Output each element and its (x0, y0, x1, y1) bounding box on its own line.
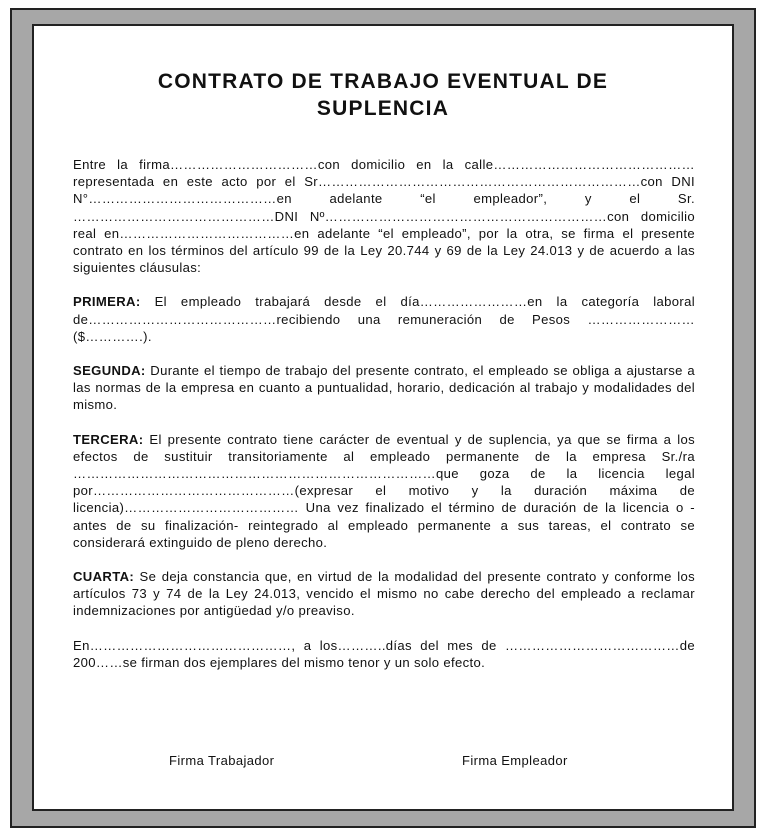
clause-text: Se deja constancia que, en virtud de la modalidad del presente contrato y conforme los artículos 73 y 74 de la Ley 24.013, vencido el mismo no cabe derecho del empleado a reclamar indemnizaciones por antigüedad y/o preaviso. (73, 569, 695, 619)
clause-heading: PRIMERA: (73, 294, 141, 310)
document-frame (10, 8, 756, 828)
signature-employer-label: Firma Empleador (462, 753, 568, 768)
clause-text: El presente contrato tiene carácter de eventual y de suplencia, ya que se firma a los efectos de sustituir transitoriamente al empleado permanente de la empresa Sr./ra ………………………………………………………………………que goza de la licencia legal por………………………………………(expresar el motivo y la duración máxima de licencia)………………………………… Una vez finalizado el término de duración de la licencia o -antes de su finalización- reintegrado al empleado permanente a sus tareas, el contrato se considerará extinguido de pleno derecho. (73, 431, 695, 550)
clause-heading: SEGUNDA: (73, 363, 146, 379)
document-title (34, 68, 732, 122)
clause-text: El empleado trabajará desde el día……………………en la categoría laboral de……………………………………recibiendo una remuneración de Pesos …………………… ($………….). (73, 294, 695, 344)
document-page (32, 24, 734, 811)
contract-body (73, 156, 695, 688)
intro-paragraph: Entre la firma……………………………con domicilio en la calle………………………………………representada en este acto por el Sr………………………………………………………………con DNI N°……………………………………en adelante “el empleador”, y el Sr. ………………………………………DNI Nº………………………………………………………con domicilio real en…………………………………en adelante “el empleado”, por la otra, se firma el presente contrato en los términos del artículo 99 de la Ley 20.744 y 69 de la Ley 24.013 y de acuerdo a las siguientes cláusulas: (73, 157, 695, 276)
clause-primera (73, 293, 695, 345)
clause-cuarta (73, 568, 695, 620)
clause-heading: CUARTA: (73, 569, 135, 585)
title-line-1: CONTRATO DE TRABAJO EVENTUAL DE (157, 70, 609, 93)
clause-tercera (73, 431, 695, 551)
clause-text: Durante el tiempo de trabajo del presente contrato, el empleado se obliga a ajustarse a las normas de la empresa en cuanto a puntualidad, horario, dedicación al trabajo y modalidades del mismo. (73, 363, 695, 413)
clause-heading: TERCERA: (73, 431, 144, 447)
clause-segunda (73, 362, 695, 414)
closing-paragraph: En………………………………………, a los………..días del mes de …………………………………de 200……se firman dos ejemplares del mismo tenor y un solo efecto. (73, 637, 695, 670)
title-line-2: SUPLENCIA (316, 97, 450, 120)
signature-worker-label: Firma Trabajador (169, 753, 275, 768)
